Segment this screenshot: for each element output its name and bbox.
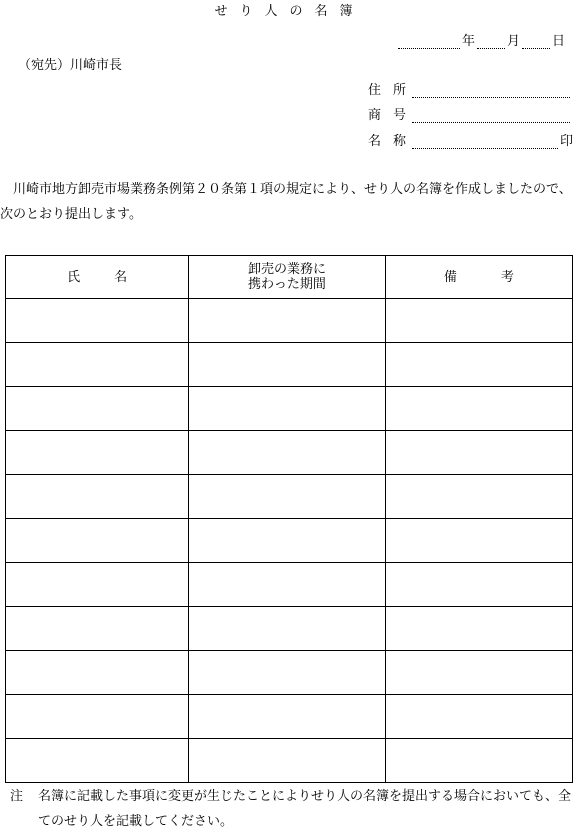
statement-text: 川崎市地方卸売市場業務条例第２０条第１項の規定により、せり人の名簿を作成しましたので、次のとおり提出します。 xyxy=(0,182,572,222)
table-row xyxy=(6,519,573,563)
remarks-cell[interactable] xyxy=(385,651,572,695)
year-blank[interactable] xyxy=(398,34,460,49)
header-period-line2: 携わった期間 xyxy=(248,277,326,292)
name-cell[interactable] xyxy=(6,651,189,695)
remarks-cell[interactable] xyxy=(385,519,572,563)
year-label: 年 xyxy=(461,34,475,49)
note-label: 注 xyxy=(10,789,24,804)
trade-name-blank[interactable] xyxy=(412,108,570,123)
name-cell[interactable] xyxy=(6,607,189,651)
remarks-cell[interactable] xyxy=(385,387,572,431)
remarks-cell[interactable] xyxy=(385,299,572,343)
period-cell[interactable] xyxy=(189,739,385,783)
name-blank[interactable] xyxy=(412,134,558,149)
month-label: 月 xyxy=(506,34,520,49)
seal-label: 印 xyxy=(560,134,574,149)
period-cell[interactable] xyxy=(189,431,385,475)
remarks-cell[interactable] xyxy=(385,739,572,783)
addressee: （宛先）川崎市長 xyxy=(18,58,123,73)
remarks-cell[interactable] xyxy=(385,475,572,519)
name-cell[interactable] xyxy=(6,563,189,607)
remarks-cell[interactable] xyxy=(385,563,572,607)
remarks-cell[interactable] xyxy=(385,431,572,475)
table-row xyxy=(6,343,573,387)
table-row xyxy=(6,607,573,651)
trade-name-field xyxy=(368,104,570,123)
period-cell[interactable] xyxy=(189,607,385,651)
name-cell[interactable] xyxy=(6,431,189,475)
address-label: 住所 xyxy=(368,83,419,98)
name-cell[interactable] xyxy=(6,343,189,387)
auctioneer-table xyxy=(5,255,573,783)
period-cell[interactable] xyxy=(189,475,385,519)
month-blank[interactable] xyxy=(477,34,505,49)
footnote xyxy=(10,784,575,834)
period-cell[interactable] xyxy=(189,299,385,343)
table-row xyxy=(6,387,573,431)
trade-name-label: 商号 xyxy=(368,108,419,123)
name-label: 名称 xyxy=(368,134,419,149)
form-title: せり人の名簿 xyxy=(214,4,365,19)
name-cell[interactable] xyxy=(6,695,189,739)
note-text: 名簿に記載した事項に変更が生じたことによりせり人の名簿を提出する場合においても、全てのせり人を記載してください。 xyxy=(38,789,572,829)
period-cell[interactable] xyxy=(189,651,385,695)
table-row xyxy=(6,695,573,739)
period-cell[interactable] xyxy=(189,519,385,563)
name-cell[interactable] xyxy=(6,739,189,783)
header-period xyxy=(189,256,385,299)
date-line xyxy=(398,30,567,49)
table-row xyxy=(6,651,573,695)
period-cell[interactable] xyxy=(189,343,385,387)
day-blank[interactable] xyxy=(522,34,550,49)
day-label: 日 xyxy=(551,34,565,49)
header-name: 氏名 xyxy=(6,256,189,299)
remarks-cell[interactable] xyxy=(385,695,572,739)
name-cell[interactable] xyxy=(6,387,189,431)
header-period-line1: 卸売の業務に xyxy=(247,262,326,277)
table-row xyxy=(6,299,573,343)
period-cell[interactable] xyxy=(189,563,385,607)
table-row xyxy=(6,431,573,475)
name-cell[interactable] xyxy=(6,475,189,519)
period-cell[interactable] xyxy=(189,695,385,739)
name-field xyxy=(368,130,573,149)
remarks-cell[interactable] xyxy=(385,607,572,651)
period-cell[interactable] xyxy=(189,387,385,431)
table-row xyxy=(6,563,573,607)
remarks-cell[interactable] xyxy=(385,343,572,387)
address-field xyxy=(368,79,570,98)
name-cell[interactable] xyxy=(6,299,189,343)
table-header-row xyxy=(6,256,573,299)
name-cell[interactable] xyxy=(6,519,189,563)
header-remarks: 備考 xyxy=(385,256,572,299)
address-blank[interactable] xyxy=(412,83,570,98)
table-row xyxy=(6,739,573,783)
table-row xyxy=(6,475,573,519)
